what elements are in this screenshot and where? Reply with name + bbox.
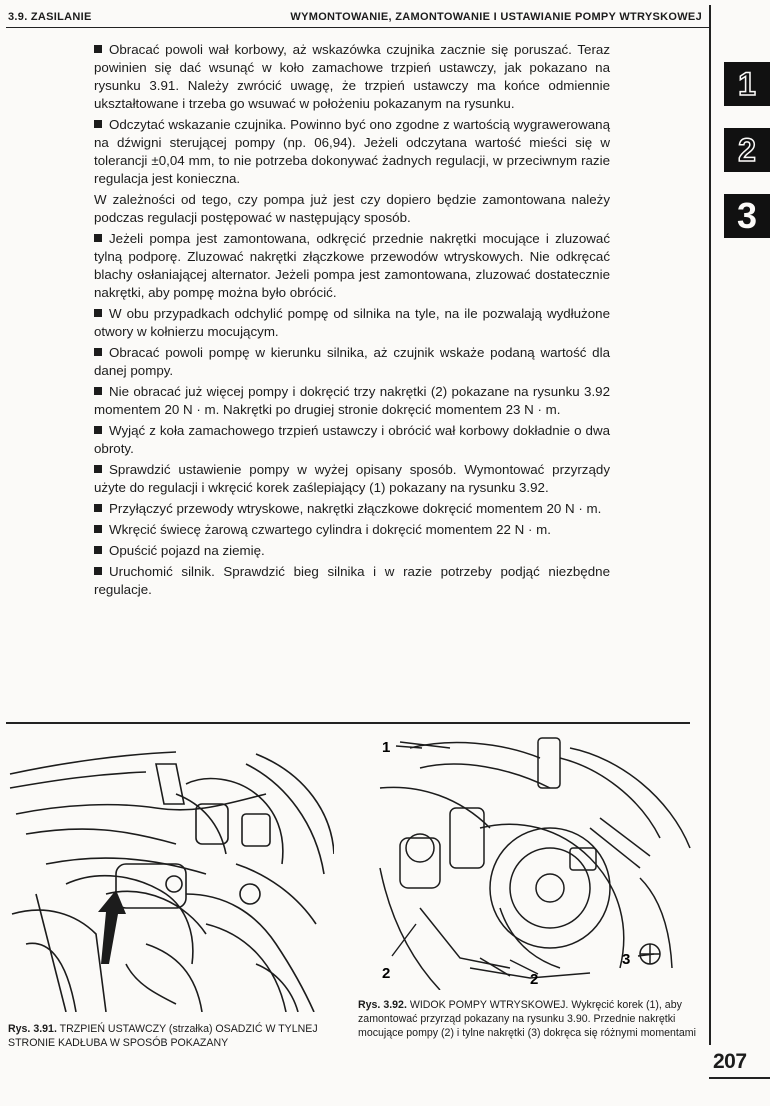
- bullet-marker: [94, 426, 102, 434]
- figure-3-92-drawing: [360, 728, 696, 990]
- paragraph: Jeżeli pompa jest zamontowana, odkręcić przednie nakrętki mocujące i zluzować tylną podporę. Zluzować nakrętki złączkowe przewodów wtryskowych. Nie odkręcać blachy osłaniającej alternator. Jeżeli pompa jest zamontowana, zluzować dostatecznie nakrętki, aby pompę można było obrócić.: [94, 231, 610, 300]
- label-1: 1: [382, 739, 391, 756]
- caption-ref: Rys. 3.92.: [358, 999, 407, 1011]
- paragraph: W zależności od tego, czy pompa już jest czy dopiero będzie zamontowana należy podczas regulacji postępować w następujący sposób.: [94, 192, 610, 225]
- paragraph: Obracać powoli wał korbowy, aż wskazówka czujnika zacznie się poruszać. Teraz powinien się dać wsunąć w koło zamachowe trzpień ustawczy, jak pokazano na rysunku 3.91. Należy zwrócić uwagę, że trzpień ustawczy ma końce odmiennie ukształtowane i trzeba go wsuwać w położeniu pokazanym na rysunku.: [94, 42, 610, 111]
- caption-text: TRZPIEŃ USTAWCZY (strzałka) OSADZIĆ W TYLNEJ STRONIE KADŁUBA W SPOSÓB POKAZANY: [8, 1023, 318, 1049]
- bullet-marker: [94, 465, 102, 473]
- bullet-marker: [94, 387, 102, 395]
- page-header: [6, 5, 710, 28]
- section-label: 3.9. ZASILANIE: [8, 11, 92, 23]
- paragraph: Opuścić pojazd na ziemię.: [94, 542, 610, 560]
- paragraph: Wkręcić świecę żarową czwartego cylindra i dokręcić momentem 22 N · m.: [94, 521, 610, 539]
- margin-rule: [709, 5, 711, 1045]
- bullet-marker: [94, 120, 102, 128]
- page-title: WYMONTOWANIE, ZAMONTOWANIE I USTAWIANIE POMPY WTRYSKOWEJ: [290, 11, 702, 23]
- label-3: 3: [622, 951, 631, 968]
- paragraph: Przyłączyć przewody wtryskowe, nakrętki złączkowe dokręcić momentem 20 N · m.: [94, 500, 610, 518]
- paragraph: Nie obracać już więcej pompy i dokręcić trzy nakrętki (2) pokazane na rysunku 3.92 momentem 20 N · m. Nakrętki po drugiej stronie dokręcić momentem 23 N · m.: [94, 384, 610, 417]
- paragraph: W obu przypadkach odchylić pompę od silnika na tyle, na ile pozwalają wydłużone otwory w kołnierzu mocującym.: [94, 306, 610, 339]
- figure-3-91-caption: [8, 1022, 338, 1050]
- figure-3-91-drawing: [6, 744, 334, 1012]
- paragraph: Sprawdzić ustawienie pompy w wyżej opisany sposób. Wymontować przyrządy użyte do regulacji i wkręcić korek zaślepiający (1) pokazany na rysunku 3.92.: [94, 462, 610, 495]
- bullet-marker: [94, 234, 102, 242]
- bullet-marker: [94, 504, 102, 512]
- paragraph: Odczytać wskazanie czujnika. Powinno być ono zgodne z wartością wygrawerowaną na dźwigni sterującej pompy (np. 06,94). Jeżeli odczytana wartość mieści się w tolerancji ±0,04 mm, to nie potrzeba dokonywać żadnych regulacji, w przeciwnym razie regulacja jest konieczna.: [94, 117, 610, 186]
- section-divider: [6, 722, 690, 724]
- body-text: [94, 41, 610, 602]
- bullet-marker: [94, 45, 102, 53]
- paragraph: Wyjąć z koła zamachowego trzpień ustawczy i obrócić wał korbowy dokładnie o dwa obroty.: [94, 423, 610, 456]
- chapter-tab-3[interactable]: 3: [724, 194, 770, 238]
- paragraph: Obracać powoli pompę w kierunku silnika, aż czujnik wskaże podaną wartość dla danej pompy.: [94, 345, 610, 378]
- page-number: 207: [713, 1050, 747, 1073]
- caption-text: WIDOK POMPY WTRYSKOWEJ. Wykręcić korek (1), aby zamontować przyrząd pokazany na rysunku 3.90. Przednie nakrętki mocujące pompy (2) i tylne nakrętki (3) dokręca się różnymi momentami: [358, 999, 696, 1039]
- chapter-tabs: [724, 62, 770, 260]
- label-2-right: 2: [530, 971, 539, 988]
- bullet-marker: [94, 525, 102, 533]
- bullet-marker: [94, 309, 102, 317]
- paragraph: Uruchomić silnik. Sprawdzić bieg silnika i w razie potrzeby podjąć niezbędne regulacje.: [94, 564, 610, 597]
- caption-ref: Rys. 3.91.: [8, 1023, 57, 1035]
- bullet-marker: [94, 546, 102, 554]
- chapter-tab-1[interactable]: 1: [724, 62, 770, 106]
- bullet-marker: [94, 348, 102, 356]
- figure-3-92-caption: [358, 998, 700, 1040]
- page-number-rule: [709, 1077, 770, 1079]
- label-2-left: 2: [382, 965, 391, 982]
- chapter-tab-2[interactable]: 2: [724, 128, 770, 172]
- bullet-marker: [94, 567, 102, 575]
